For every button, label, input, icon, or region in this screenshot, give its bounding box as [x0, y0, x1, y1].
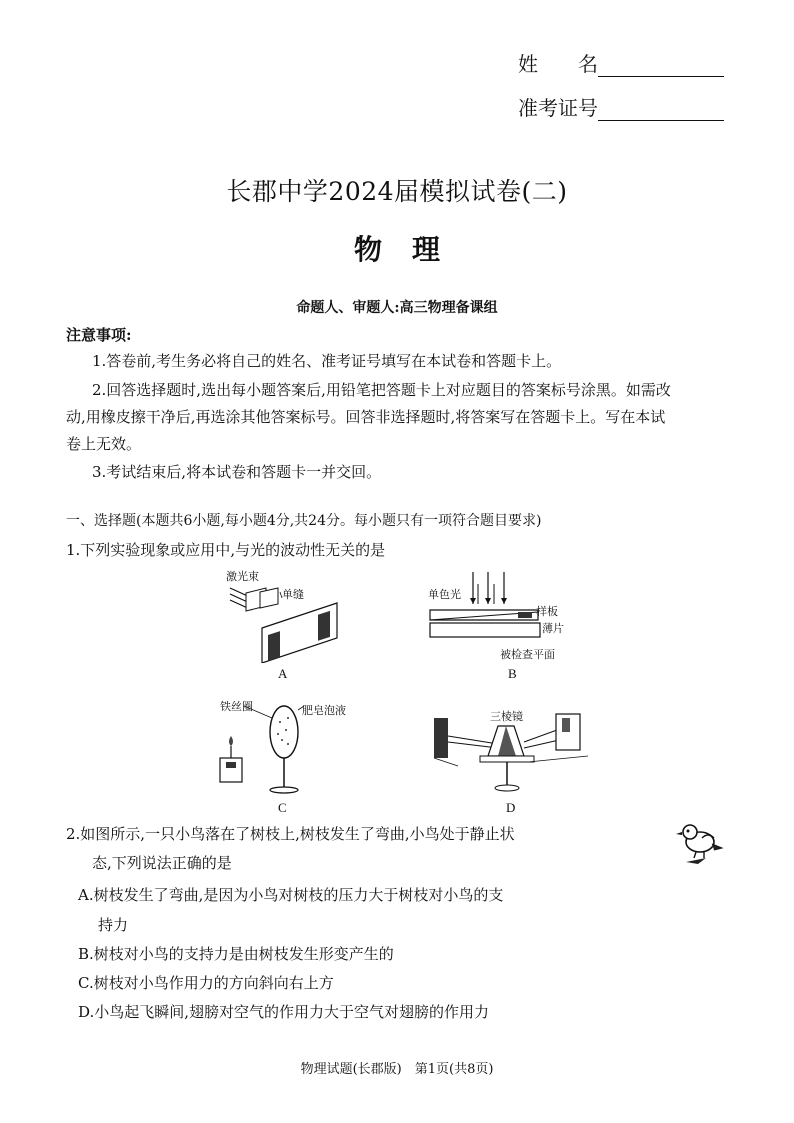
figure-a: [222, 568, 352, 681]
fig-a-letter: A: [278, 666, 288, 681]
bird-icon: [672, 818, 732, 876]
note-item: 卷上无效。: [66, 435, 142, 453]
note-item: 动,用橡皮擦干净后,再选涂其他答案标号。回答非选择题时,将答案写在答题卡上。写在本试: [66, 408, 666, 426]
fig-a-label-laser: 激光束: [226, 570, 259, 583]
fig-d-letter: D: [506, 800, 516, 815]
q2-option-c: C.树枝对小鸟作用力的方向斜向右上方: [78, 974, 334, 992]
fig-b-letter: B: [508, 666, 517, 681]
bird-on-branch-figure: [672, 818, 732, 876]
fig-b-label-template: 样板: [536, 605, 558, 618]
fig-b-label-surface: 被检查平面: [500, 648, 555, 661]
note-item: 3.考试结束后,将本试卷和答题卡一并交回。: [92, 463, 382, 481]
exam-id-label: 准考证号: [518, 96, 598, 120]
q2-option-a-line2: 持力: [98, 916, 129, 934]
exam-id-field: [518, 92, 724, 121]
q2-stem-line1: 2.如图所示,一只小鸟落在了树枝上,树枝发生了弯曲,小鸟处于静止状: [66, 825, 515, 843]
figure-d: [428, 696, 598, 818]
fig-b-label-sheet: 薄片: [542, 622, 564, 635]
page-footer: 物理试题(长郡版) 第1页(共8页): [300, 1062, 494, 1077]
figure-b: [428, 568, 588, 681]
name-label: 姓 名: [518, 52, 598, 76]
q2-option-a-line1: A.树枝发生了弯曲,是因为小鸟对树枝的压力大于树枝对小鸟的支: [78, 886, 504, 904]
exam-id-blank[interactable]: [598, 100, 724, 121]
notes-heading: 注意事项:: [66, 326, 132, 344]
section-heading: 一、选择题(本题共6小题,每小题4分,共24分。每小题只有一项符合题目要求): [66, 513, 542, 529]
q2-option-d: D.小鸟起飞瞬间,翅膀对空气的作用力大于空气对翅膀的作用力: [78, 1003, 490, 1021]
fig-a-label-slit: 单缝: [282, 588, 304, 601]
figure-c: [214, 696, 364, 818]
q1-stem: 1.下列实验现象或应用中,与光的波动性无关的是: [66, 541, 386, 559]
fig-c-letter: C: [278, 800, 287, 815]
subject-title: 物理: [353, 233, 470, 266]
note-item: 1.答卷前,考生务必将自己的姓名、准考证号填写在本试卷和答题卡上。: [92, 352, 562, 370]
exam-title: 长郡中学2024届模拟试卷(二): [226, 177, 568, 206]
note-item: 2.回答选择题时,选出每小题答案后,用铅笔把答题卡上对应题目的答案标号涂黑。如需改: [92, 381, 671, 399]
fig-b-label-light: 单色光: [428, 588, 461, 601]
name-blank[interactable]: [598, 56, 724, 77]
fig-c-label-soap: 肥皂泡液: [302, 704, 346, 717]
name-field: [518, 48, 724, 77]
q2-stem-line2: 态,下列说法正确的是: [92, 854, 232, 872]
fig-d-label-prism: 三棱镜: [490, 710, 523, 723]
fig-c-label-wire: 铁丝圈: [220, 700, 253, 713]
authors-line: 命题人、审题人:高三物理备课组: [296, 300, 498, 316]
q2-option-b: B.树枝对小鸟的支持力是由树枝发生形变产生的: [78, 945, 394, 963]
